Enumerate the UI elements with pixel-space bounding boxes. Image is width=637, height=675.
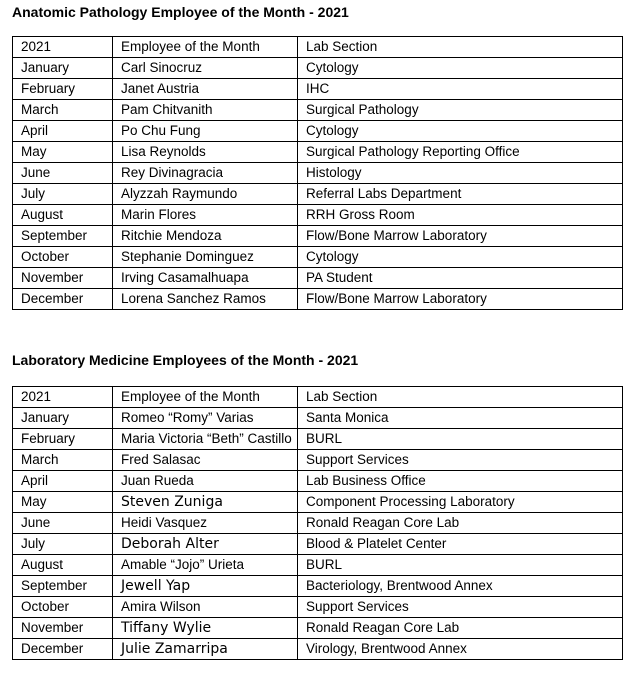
- employee-name-cell: Juan Rueda: [113, 471, 298, 492]
- table-row: [13, 618, 623, 639]
- table-row: [13, 513, 623, 534]
- month-cell: March: [13, 100, 113, 121]
- lab-section-cell: Cytology: [298, 247, 623, 268]
- month-cell: May: [13, 142, 113, 163]
- document-page: [10, 4, 637, 660]
- column-header-section: Lab Section: [298, 37, 623, 58]
- employee-name-cell: Amira Wilson: [113, 597, 298, 618]
- column-header-year: 2021: [13, 387, 113, 408]
- lab-section-cell: Cytology: [298, 58, 623, 79]
- table-row: [13, 597, 623, 618]
- employee-name-cell: Deborah Alter: [113, 534, 298, 555]
- lab-section-cell: Blood & Platelet Center: [298, 534, 623, 555]
- column-header-year: 2021: [13, 37, 113, 58]
- month-cell: February: [13, 79, 113, 100]
- column-header-employee: Employee of the Month: [113, 387, 298, 408]
- lab-section-cell: Lab Business Office: [298, 471, 623, 492]
- month-cell: April: [13, 471, 113, 492]
- table-row: [13, 142, 623, 163]
- month-cell: August: [13, 205, 113, 226]
- table-row: [13, 429, 623, 450]
- table-row: [13, 268, 623, 289]
- employee-name-cell: Po Chu Fung: [113, 121, 298, 142]
- lab-section-cell: Cytology: [298, 121, 623, 142]
- employee-name-cell: Marin Flores: [113, 205, 298, 226]
- month-cell: September: [13, 576, 113, 597]
- employee-name-cell: Jewell Yap: [113, 576, 298, 597]
- employee-name-cell: Tiffany Wylie: [113, 618, 298, 639]
- table-row: [13, 226, 623, 247]
- month-cell: January: [13, 408, 113, 429]
- lab-section-cell: Support Services: [298, 450, 623, 471]
- lab-section-cell: Referral Labs Department: [298, 184, 623, 205]
- lab-section-cell: Surgical Pathology Reporting Office: [298, 142, 623, 163]
- lab-section-cell: PA Student: [298, 268, 623, 289]
- section-title-laboratory-medicine: Laboratory Medicine Employees of the Month - 2021: [12, 352, 359, 368]
- table-row: [13, 450, 623, 471]
- table-row: [13, 58, 623, 79]
- table-row: [13, 184, 623, 205]
- lab-section-cell: BURL: [298, 555, 623, 576]
- employee-name-cell: Pam Chitvanith: [113, 100, 298, 121]
- section-title-anatomic-pathology: Anatomic Pathology Employee of the Month - 2021: [12, 4, 349, 20]
- table-header-row: [13, 37, 623, 58]
- table-row: [13, 492, 623, 513]
- lab-section-cell: Ronald Reagan Core Lab: [298, 513, 623, 534]
- employee-name-cell: Amable “Jojo” Urieta: [113, 555, 298, 576]
- employee-name-cell: Alyzzah Raymundo: [113, 184, 298, 205]
- employee-name-cell: Rey Divinagracia: [113, 163, 298, 184]
- month-cell: January: [13, 58, 113, 79]
- anatomic-pathology-table: [12, 36, 623, 310]
- lab-section-cell: Flow/Bone Marrow Laboratory: [298, 289, 623, 310]
- lab-section-cell: Flow/Bone Marrow Laboratory: [298, 226, 623, 247]
- employee-name-cell: Janet Austria: [113, 79, 298, 100]
- employee-name-cell: Lisa Reynolds: [113, 142, 298, 163]
- table-row: [13, 205, 623, 226]
- employee-name-cell: Fred Salasac: [113, 450, 298, 471]
- column-header-section: Lab Section: [298, 387, 623, 408]
- table-row: [13, 576, 623, 597]
- month-cell: June: [13, 513, 113, 534]
- table-row: [13, 163, 623, 184]
- employee-name-cell: Julie Zamarripa: [113, 639, 298, 660]
- table-row: [13, 79, 623, 100]
- month-cell: April: [13, 121, 113, 142]
- month-cell: August: [13, 555, 113, 576]
- month-cell: December: [13, 289, 113, 310]
- employee-name-cell: Heidi Vasquez: [113, 513, 298, 534]
- month-cell: July: [13, 184, 113, 205]
- table-row: [13, 100, 623, 121]
- month-cell: October: [13, 597, 113, 618]
- table-row: [13, 408, 623, 429]
- lab-section-cell: Component Processing Laboratory: [298, 492, 623, 513]
- lab-section-cell: Histology: [298, 163, 623, 184]
- table-row: [13, 639, 623, 660]
- lab-section-cell: Bacteriology, Brentwood Annex: [298, 576, 623, 597]
- month-cell: September: [13, 226, 113, 247]
- lab-section-cell: Support Services: [298, 597, 623, 618]
- month-cell: November: [13, 268, 113, 289]
- laboratory-medicine-table: [12, 386, 623, 660]
- lab-section-cell: RRH Gross Room: [298, 205, 623, 226]
- employee-name-cell: Steven Zuniga: [113, 492, 298, 513]
- employee-name-cell: Stephanie Dominguez: [113, 247, 298, 268]
- employee-name-cell: Carl Sinocruz: [113, 58, 298, 79]
- table-row: [13, 247, 623, 268]
- table-header-row: [13, 387, 623, 408]
- month-cell: March: [13, 450, 113, 471]
- lab-section-cell: Ronald Reagan Core Lab: [298, 618, 623, 639]
- month-cell: June: [13, 163, 113, 184]
- lab-section-cell: BURL: [298, 429, 623, 450]
- month-cell: February: [13, 429, 113, 450]
- month-cell: October: [13, 247, 113, 268]
- employee-name-cell: Lorena Sanchez Ramos: [113, 289, 298, 310]
- employee-name-cell: Romeo “Romy” Varias: [113, 408, 298, 429]
- table-row: [13, 555, 623, 576]
- table-row: [13, 534, 623, 555]
- month-cell: December: [13, 639, 113, 660]
- lab-section-cell: Santa Monica: [298, 408, 623, 429]
- month-cell: November: [13, 618, 113, 639]
- month-cell: July: [13, 534, 113, 555]
- lab-section-cell: Surgical Pathology: [298, 100, 623, 121]
- employee-name-cell: Ritchie Mendoza: [113, 226, 298, 247]
- employee-name-cell: Maria Victoria “Beth” Castillo: [113, 429, 298, 450]
- lab-section-cell: Virology, Brentwood Annex: [298, 639, 623, 660]
- lab-section-cell: IHC: [298, 79, 623, 100]
- table-row: [13, 289, 623, 310]
- column-header-employee: Employee of the Month: [113, 37, 298, 58]
- table-row: [13, 121, 623, 142]
- table-row: [13, 471, 623, 492]
- month-cell: May: [13, 492, 113, 513]
- employee-name-cell: Irving Casamalhuapa: [113, 268, 298, 289]
